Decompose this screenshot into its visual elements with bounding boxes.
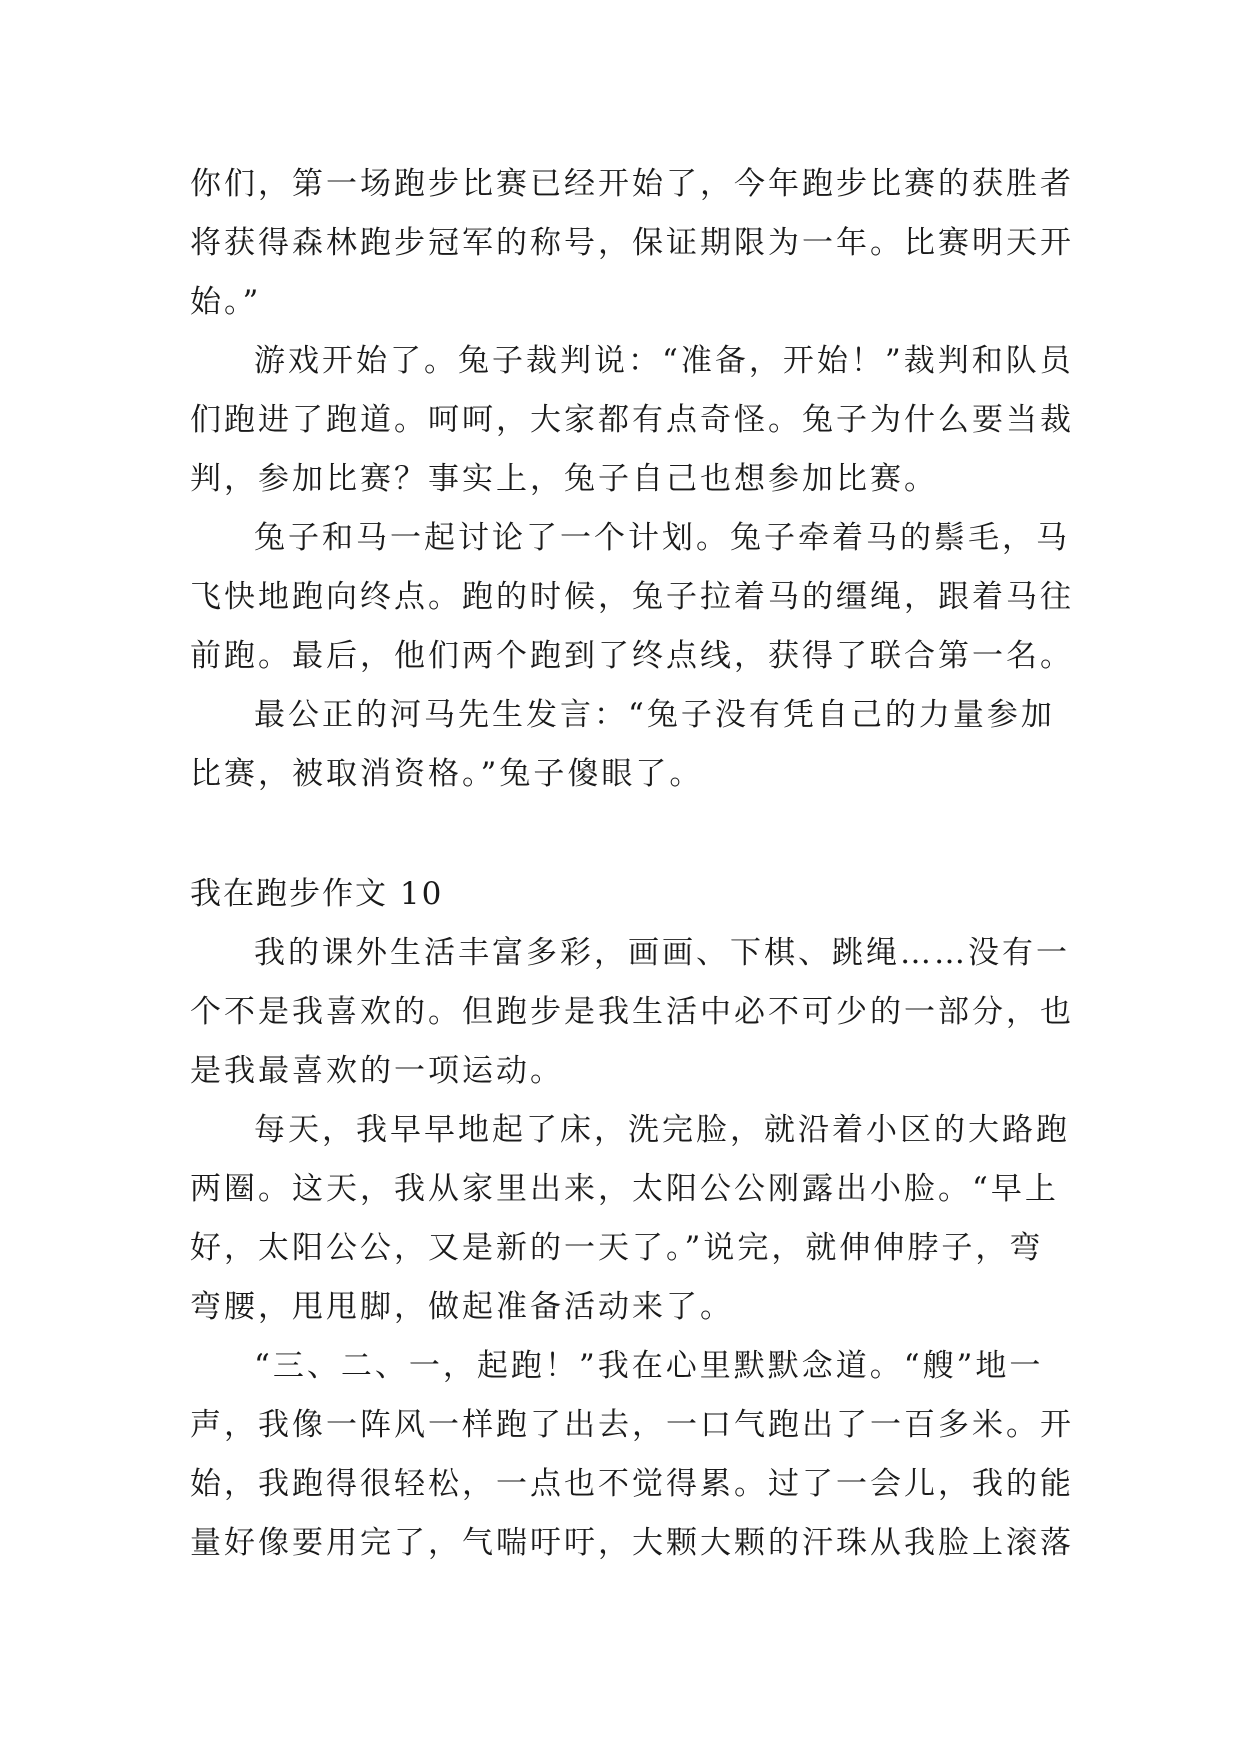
- section-spacer: [190, 804, 1060, 865]
- text-line: 们跑进了跑道。呵呵，大家都有点奇怪。兔子为什么要当裁: [190, 402, 1074, 438]
- text-line: 声，我像一阵风一样跑了出去，一口气跑出了一百多米。开: [190, 1407, 1074, 1443]
- text-line: 我的课外生活丰富多彩，画画、下棋、跳绳……没有一: [254, 935, 1070, 971]
- text-line: 是我最喜欢的一项运动。: [190, 1053, 564, 1089]
- text-line: “三、二、一，起跑！”我在心里默默念道。“艘”地一: [254, 1348, 1044, 1384]
- paragraph: [190, 924, 1074, 1101]
- text-line: 兔子和马一起讨论了一个计划。兔子牵着马的鬃毛，马: [254, 520, 1070, 556]
- text-line: 始。”: [190, 284, 262, 320]
- text-line: 弯腰，甩甩脚，做起准备活动来了。: [190, 1289, 734, 1325]
- text-line: 判，参加比赛？事实上，兔子自己也想参加比赛。: [190, 461, 938, 497]
- paragraph: [190, 1337, 1074, 1573]
- text-line: 你们，第一场跑步比赛已经开始了，今年跑步比赛的获胜者: [190, 166, 1074, 202]
- text-line: 两圈。这天，我从家里出来，太阳公公刚露出小脸。“早上: [190, 1171, 1059, 1207]
- text-line: 个不是我喜欢的。但跑步是我生活中必不可少的一部分，也: [190, 994, 1074, 1030]
- document-body: [190, 155, 1074, 1573]
- text-line: 最公正的河马先生发言：“兔子没有凭自己的力量参加: [254, 697, 1055, 733]
- paragraph: [190, 509, 1074, 686]
- paragraph: [190, 1101, 1070, 1337]
- paragraph: [190, 686, 1060, 804]
- paragraph: [190, 332, 1074, 509]
- text-line: 量好像要用完了，气喘吁吁，大颗大颗的汗珠从我脸上滚落: [190, 1525, 1074, 1561]
- text-line: 比赛，被取消资格。”兔子傻眼了。: [190, 756, 704, 792]
- text-line: 每天，我早早地起了床，洗完脸，就沿着小区的大路跑: [254, 1112, 1070, 1148]
- text-line: 好，太阳公公，又是新的一天了。”说完，就伸伸脖子，弯: [190, 1230, 1044, 1266]
- text-line: 游戏开始了。兔子裁判说：“准备，开始！”裁判和队员: [254, 343, 1074, 379]
- text-line: 将获得森林跑步冠军的称号，保证期限为一年。比赛明天开: [190, 225, 1074, 261]
- section-title: 我在跑步作文 10: [190, 876, 444, 912]
- text-line: 始，我跑得很轻松，一点也不觉得累。过了一会儿，我的能: [190, 1466, 1074, 1502]
- text-line: 飞快地跑向终点。跑的时候，兔子拉着马的缰绳，跟着马往: [190, 579, 1074, 615]
- paragraph: [190, 155, 1074, 332]
- text-line: 前跑。最后，他们两个跑到了终点线，获得了联合第一名。: [190, 638, 1074, 674]
